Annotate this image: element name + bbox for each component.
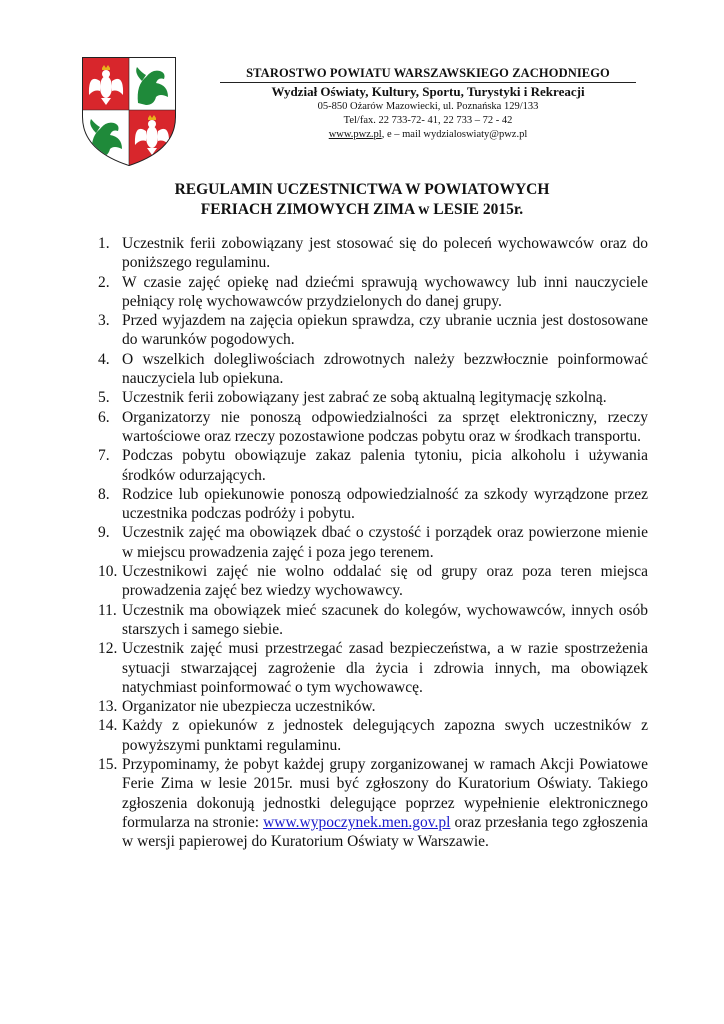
letterhead <box>220 66 636 142</box>
rule-item <box>98 388 648 407</box>
rule-number: 14. <box>98 717 118 735</box>
address: 05-850 Ożarów Mazowiecki, ul. Poznańska 129/133 <box>317 101 539 112</box>
rule-number: 1. <box>98 235 110 252</box>
rule-number: 11. <box>98 601 117 619</box>
rule-text: Uczestnik ma obowiązek mieć szacunek do kolegów, wychowawców, innych osób starszych i samego siebie. <box>122 601 648 638</box>
rule-number: 15. <box>98 756 118 774</box>
rule-item <box>98 408 648 447</box>
department-name: Wydział Oświaty, Kultury, Sportu, Turystyki i Rekreacji <box>271 84 585 99</box>
title-line-2: FERIACH ZIMOWYCH ZIMA w LESIE 2015r. <box>200 201 524 218</box>
rule-text: Uczestnik ferii zobowiązany jest zabrać ze sobą aktualną legitymację szkolną. <box>122 389 607 407</box>
rule-text: Uczestnikowi zajęć nie wolno oddalać się od grupy oraz poza teren miejsca prowadzenia zajęć bez wiedzy wychowawcy. <box>122 563 648 600</box>
email-text: , e – mail wydzialoswiaty@pwz.pl <box>381 129 528 140</box>
rule-item-15 <box>98 755 648 851</box>
rule-number: 5. <box>98 389 110 407</box>
rule-number: 9. <box>98 524 110 542</box>
rule-item <box>98 639 648 697</box>
website-link[interactable]: www.pwz.pl <box>328 129 382 140</box>
rule-number: 6. <box>98 408 110 426</box>
contact-line <box>220 128 636 142</box>
rule-number: 3. <box>98 312 110 330</box>
rule-number: 4. <box>98 350 110 368</box>
rule-item <box>98 716 648 755</box>
rule-item <box>98 523 648 562</box>
rule-text: Przed wyjazdem na zajęcia opiekun sprawdza, czy ubranie ucznia jest dostosowane do warunków pogodowych. <box>122 312 648 349</box>
rule-item <box>98 273 648 312</box>
rule-text-end: oraz przesłania tego zgłoszenia w wersji papierowej do Kuratorium Oświaty w Warszawie. <box>122 813 648 851</box>
rules-list <box>98 234 648 852</box>
rule-number: 10. <box>98 563 118 581</box>
rule-item <box>98 562 648 601</box>
rule-item <box>98 350 648 389</box>
rule-text: Uczestnik ferii zobowiązany jest stosować się do poleceń wychowawców oraz do poniższego regulaminu. <box>122 235 648 272</box>
rule-text: Organizatorzy nie ponoszą odpowiedzialności za sprzęt elektroniczny, rzeczy wartościowe oraz rzeczy pozostawione podczas pobytu oraz w środkach transportu. <box>122 408 648 445</box>
rule-text: Uczestnik zajęć ma obowiązek dbać o czystość i porządek oraz powierzone mienie w miejscu prowadzenia zajęć i poza jego terenem. <box>122 524 648 561</box>
rule-number: 8. <box>98 485 110 503</box>
rule-text: Uczestnik zajęć musi przestrzegać zasad bezpieczeństwa, a w razie spostrzeżenia sytuacji stwarzającej zagrożenie dla życia i zdrowia innych, ma obowiązek natychmiast poinformować o tym wychowawcę. <box>122 640 648 696</box>
rule-item <box>98 311 648 350</box>
rule-item <box>98 697 648 716</box>
title-line-1: REGULAMIN UCZESTNICTWA W POWIATOWYCH <box>174 181 550 198</box>
rule-number: 7. <box>98 447 110 465</box>
rule-text: Przypominamy, że pobyt każdej grupy zorganizowanej w ramach Akcji Powiatowe Ferie Zima w lesie 2015r. musi być zgłoszony do Kuratorium Oświaty. Takiego zgłoszenia dokonują jednostki delegujące poprzez wypełnienie elektronicznego formularza na stronie: <box>122 756 648 831</box>
wypoczynek-link[interactable]: www.wypoczynek.men.gov.pl <box>263 813 451 831</box>
rule-number: 12. <box>98 640 118 658</box>
coat-of-arms-logo <box>80 55 178 168</box>
rule-text: O wszelkich dolegliwościach zdrowotnych należy bezzwłocznie poinformować nauczyciela lub opiekuna. <box>122 350 648 388</box>
rule-item <box>98 485 648 524</box>
rule-number: 2. <box>98 273 110 291</box>
rule-text: Podczas pobytu obowiązuje zakaz palenia tytoniu, picia alkoholu i używania środków odurzających. <box>122 447 648 484</box>
rule-text: Rodzice lub opiekunowie ponoszą odpowiedzialność za szkody wyrządzone przez uczestnika podczas podróży i pobytu. <box>122 485 648 523</box>
rule-item <box>98 601 648 640</box>
rule-number: 13. <box>98 698 118 716</box>
rule-text: W czasie zajęć opiekę nad dziećmi sprawują wychowawcy lub inni nauczyciele pełniący rolę wychowawców przydzielonych do danej grupy. <box>122 273 648 310</box>
rule-text: Organizator nie ubezpiecza uczestników. <box>122 698 376 716</box>
office-name: STAROSTWO POWIATU WARSZAWSKIEGO ZACHODNIEGO <box>220 66 636 83</box>
document-title <box>0 180 724 220</box>
phone-fax: Tel/fax. 22 733-72- 41, 22 733 – 72 - 42 <box>343 115 513 126</box>
rule-item <box>98 234 648 273</box>
rule-item <box>98 446 648 485</box>
rule-text: Każdy z opiekunów z jednostek delegujących zapozna swych uczestników z powyższymi punktami regulaminu. <box>122 717 648 754</box>
